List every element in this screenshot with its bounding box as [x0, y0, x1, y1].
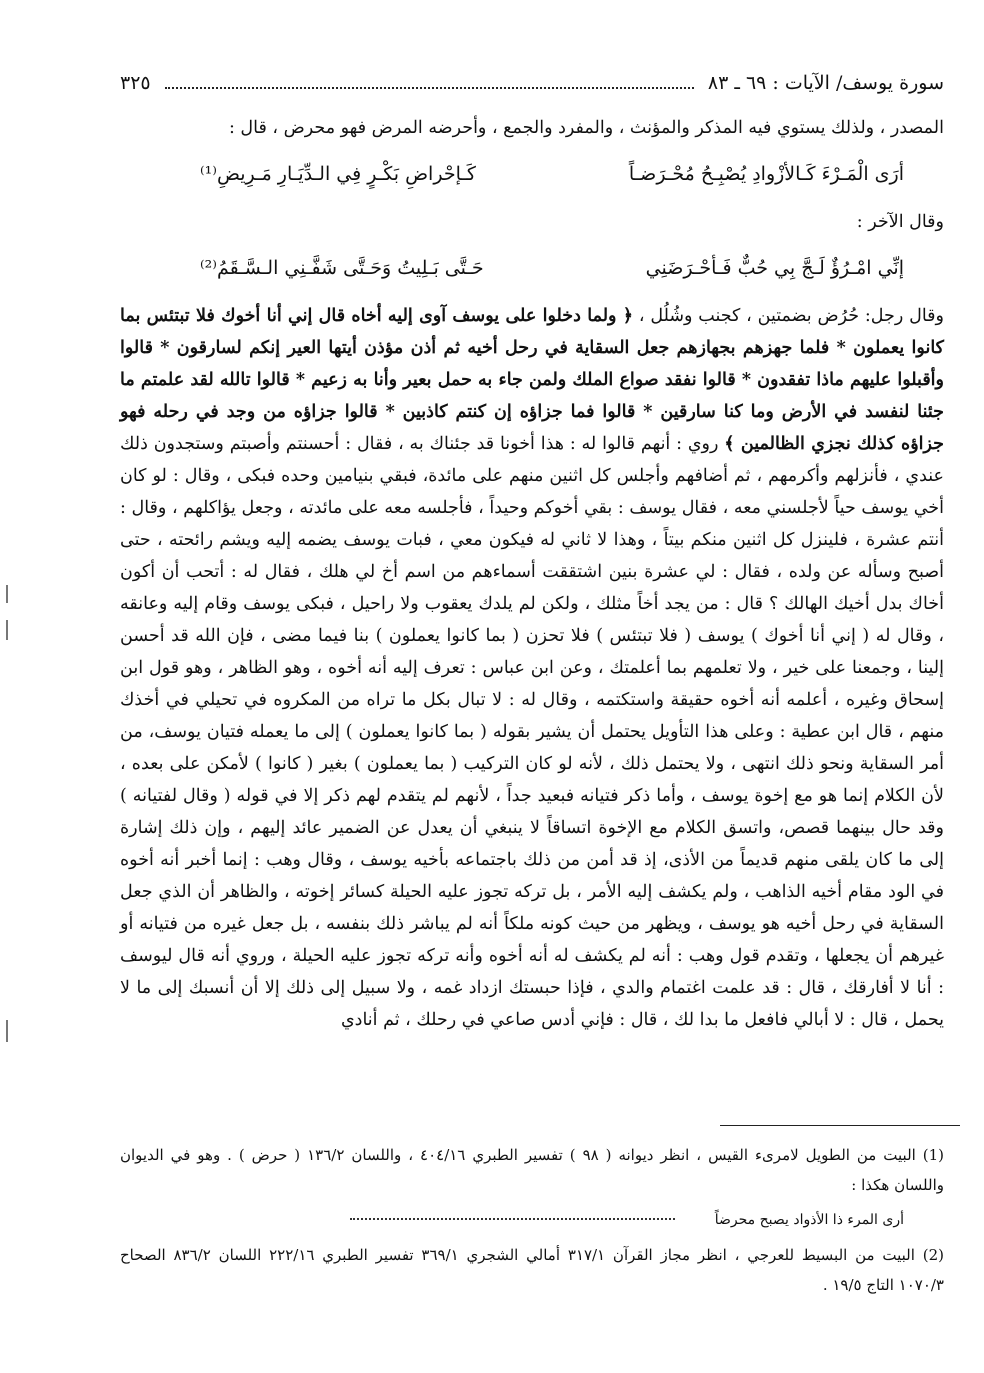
- scan-margin-mark: [6, 620, 8, 640]
- quran-verses: ﴿ ولما دخلوا على يوسف آوى إليه أخاه قال إني أنا أخوك فلا تبتئس بما كانوا يعملون * فلما جهزهم بجهازهم جعل السقاية في رحل أخيه ثم أذن مؤذن أيتها العير إنكم لسارقون * قالوا وأقبلوا عليهم ماذا تفقدون * قالوا نفقد صواع الملك ولمن جاء به حمل بعير وأنا به زعيم * قالوا تالله لقد علمتم ما جئنا لنفسد في الأرض وما كنا سارقين * قالوا فما جزاؤه إن كنتم كاذبين * قالوا جزاؤه من وجد في رحله فهو جزاؤه كذلك نجزي الظالمين ﴾: [120, 306, 944, 454]
- footnote-1-dot-leader: [350, 1204, 675, 1220]
- commentary-lead: وقال رجل: حُرُض بضمتين ، كجنب وشُلُل ،: [638, 306, 944, 326]
- verse-1-first-hemistich: أرَى الْمَـرْءَ كَـالأزْوادِ يُصْبِـحُ مُحْـرَضـاً: [628, 163, 904, 185]
- page-number: ٣٢٥: [120, 72, 151, 94]
- footnotes: [120, 1140, 944, 1300]
- commentary-body: روي : أنهم قالوا له : هذا أخونا قد جئناك به ، فقال : أحسنتم وأصبتم وستجدون ذلك عندي ، فأنزلهم وأكرمهم ، ثم أضافهم وأجلس كل اثنين منهم على مائدة، فبقي بنيامين وحده فبكى ، وقال : لو كان أخي يوسف حياً لأجلسني معه ، فقال يوسف : بقي أخوكم وحيداً ، فأجلسه معه على مائدته ، وجعل يؤاكلهم ، وقال : أنتم عشرة ، فلينزل كل اثنين منكم بيتاً ، وهذا لا ثاني له فيكون معي ، فبات يوسف يضمه إليه ويشم رائحته ، حتى أصبح وسأله عن ولده ، فقال : لي عشرة بنين اشتققت أسماءهم من اسم أخ لي هلك ، فقال له : أتحب أن أكون أخاك بدل أخيك الهالك ؟ قال : من يجد أخاً مثلك ، ولكن لم يلدك يعقوب ولا راحيل ، فبكى يوسف وقام إليه وعانقه ، وقال له ( إني أنا أخوك ) يوسف ( فلا تبتئس ) فلا تحزن ( بما كانوا يعملون ) بنا فيما مضى ، فإن الله قد أحسن إلينا ، وجمعنا على خير ، ولا تعلمهم بما أعلمتك ، وعن ابن عباس : تعرف إليه أنه أخوه ، وهو الظاهر ، وهو قول ابن إسحاق وغيره ، أعلمه أنه أخوه حقيقة واستكتمه ، وقال له : لا تبال بكل ما تراه من المكروه في تحيلي في أخذك منهم ، قال ابن عطية : وعلى هذا التأويل يحتمل أن يشير بقوله ( بما كانوا يعملون ) إلى ما يعمله فتيان يوسف، من أمر السقاية ونحو ذلك انتهى ، ولا يحتمل ذلك ، لأنه لو كان التركيب ( بما يعملون ) بغير ( كانوا ) لأمكن على بعده ، لأن الكلام إنما هو مع إخوة يوسف ، وأما ذكر فتيانه فبعيد جداً ، لأنهم لم يتقدم لهم ذكر إلا في قوله ( وقال لفتيانه ) وقد حال بينهما قصص، واتسق الكلام مع الإخوة اتساقاً لا ينبغي أن يعدل عن الضمير عائد إليهم ، وإن ذلك إشارة إلى ما كان يلقى منهم قديماً من الأذى، إذ قد أمن من ذلك باجتماعه بأخيه يوسف ، وقال وهب : إنما أخبر أنه أخوه في الود مقام أخيه الذاهب ، ولم يكشف إليه الأمر ، بل تركه تجوز عليه الحيلة كسائر إخوته ، والظاهر أن الذي جعل السقاية في رحل أخيه هو يوسف ، ويظهر من حيث كونه ملكاً أنه لم يباشر ذلك بنفسه ، بل جعل غيره من فتيانه أو غيرهم أن يجعلها ، وتقدم قول وهب : أنه لم يكشف له أنه أخوه وأنه تركه تجوز عليه الحيلة ، وروي أنه قال ليوسف : أنا لا أفارقك ، قال : قد علمت اغتمام والدي ، فإذا حبستك ازداد غمه ، ولا سبيل إلى ذلك إلا أن أنسبك إلى ما لا يحمل ، قال : لا أبالي فافعل ما بدا لك ، قال : فإني أدس صاعي في رحلك ، ثم أنادي: [120, 434, 944, 1030]
- footnote-2: (2) البيت من البسيط للعرجي ، انظر مجاز القرآن ٣١٧/١ أمالي الشجري ٣٦٩/١ تفسير الطبري ٢٢٢/١٦ اللسان ٨٣٦/٢ الصحاح ١٠٧٠/٣ التاج ١٩/٥ .: [120, 1246, 944, 1294]
- scan-margin-mark: [6, 1020, 8, 1042]
- footnote-1: (1) البيت من الطويل لامرىء القيس ، انظر ديوانه ( ٩٨ ) تفسير الطبري ٤٠٤/١٦ ، واللسان ١٣٦/٢ ( حرض ) . وهو في الديوان واللسان هكذا :: [120, 1146, 945, 1194]
- verse-1-second-hemistich: كَـإحْراضِ بَكْـرٍ فِي الـدِّيَـارِ مَـرِيضِ⁽¹⁾: [200, 163, 476, 185]
- main-text: [120, 112, 944, 1036]
- poetry-verse-2: [200, 248, 904, 288]
- intro-paragraph: المصدر ، ولذلك يستوي فيه المذكر والمؤنث ، والمفرد والجمع ، وأحرضه المرض فهو محرض ، قال :: [228, 118, 944, 138]
- poetry-verse-1: [200, 154, 904, 194]
- footnote-separator: [720, 1125, 960, 1126]
- footnote-1-verse-text: أرى المرء ذا الأذواد يصبح محرضاً: [714, 1212, 904, 1228]
- footnote-1-verse: [350, 1204, 904, 1236]
- verse-2-second-hemistich: حَـتَّى بَـلِيتُ وَحَـتَّى شَفَّـنِي الـسَّـقَمُ⁽²⁾: [200, 257, 484, 279]
- other-poet-intro: وقال الآخر :: [856, 212, 944, 232]
- running-title: سورة يوسف/ الآيات : ٦٩ ـ ٨٣: [707, 72, 944, 94]
- scan-margin-mark: [6, 585, 8, 603]
- header-dot-leader: [165, 77, 694, 89]
- commentary-paragraph: [120, 300, 944, 1036]
- verse-2-first-hemistich: إنِّي امْـرُؤٌ لَـجَّ بِي حُبٌّ فَـأحْـرَضَنِي: [645, 257, 904, 279]
- page-header: [120, 66, 944, 100]
